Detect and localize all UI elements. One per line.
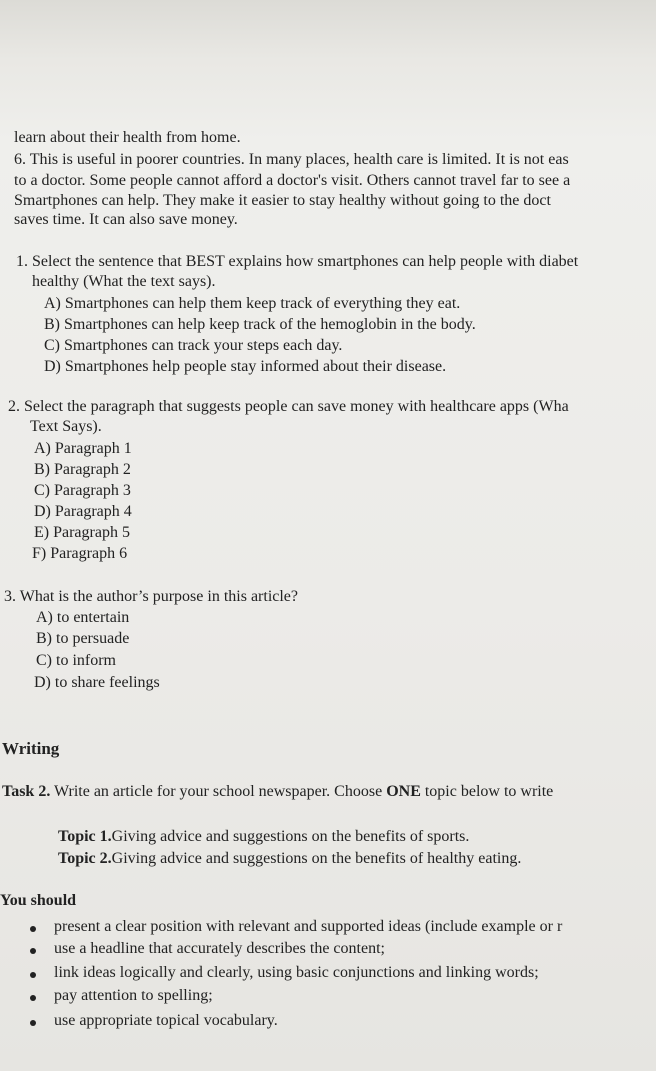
requirement-item: present a clear position with relevant and supported ideas (include example or r — [54, 918, 563, 935]
task-2-text: Write an article for your school newspaper. Choose — [50, 783, 387, 800]
question-3-option-a[interactable]: A) to entertain — [36, 609, 130, 626]
question-1-option-c[interactable]: C) Smartphones can track your steps each day. — [44, 337, 343, 354]
topic-2-text: Giving advice and suggestions on the benefits of healthy eating. — [111, 850, 522, 867]
requirement-item: use appropriate topical vocabulary. — [54, 1012, 278, 1029]
question-2-stem: 2. Select the paragraph that suggests people can save money with healthcare apps (Wha — [8, 398, 569, 415]
you-should-heading: You should — [0, 892, 77, 909]
topic-1 — [58, 828, 469, 846]
question-1-option-b[interactable]: B) Smartphones can help keep track of the hemoglobin in the body. — [44, 316, 476, 333]
topic-1-label: Topic 1. — [58, 828, 112, 845]
bullet-dot — [30, 926, 36, 932]
question-2-option-b[interactable]: B) Paragraph 2 — [34, 461, 131, 478]
task-2-label: Task 2. — [2, 783, 51, 800]
question-1-option-a[interactable]: A) Smartphones can help them keep track of everything they eat. — [44, 295, 461, 312]
requirement-item: pay attention to spelling; — [54, 987, 213, 1004]
topic-1-text: Giving advice and suggestions on the benefits of sports. — [111, 828, 470, 845]
question-3-option-c[interactable]: C) to inform — [36, 652, 116, 669]
passage-line: to a doctor. Some people cannot afford a doctor's visit. Others cannot travel far to see a — [14, 172, 571, 189]
topic-2 — [58, 850, 521, 868]
bullet-dot — [30, 1020, 36, 1026]
passage-line: saves time. It can also save money. — [14, 211, 238, 228]
requirement-item: link ideas logically and clearly, using basic conjunctions and linking words; — [54, 964, 539, 981]
task-2-emphasis: ONE — [386, 783, 421, 800]
question-2-option-c[interactable]: C) Paragraph 3 — [34, 482, 131, 499]
passage-line: 6. This is useful in poorer countries. In many places, health care is limited. It is not eas — [14, 151, 569, 168]
question-1-stem: 1. Select the sentence that BEST explains how smartphones can help people with diabet — [16, 253, 579, 270]
question-1-option-d[interactable]: D) Smartphones help people stay informed about their disease. — [44, 358, 447, 375]
question-2-option-f[interactable]: F) Paragraph 6 — [32, 545, 128, 562]
passage-line: learn about their health from home. — [14, 129, 241, 146]
question-2-option-e[interactable]: E) Paragraph 5 — [34, 524, 130, 541]
bullet-dot — [30, 948, 36, 954]
requirement-item: use a headline that accurately describes the content; — [54, 940, 385, 957]
task-2-instruction — [2, 783, 553, 801]
question-3-option-d[interactable]: D) to share feelings — [34, 674, 160, 691]
question-2-option-d[interactable]: D) Paragraph 4 — [34, 503, 132, 520]
passage-line: Smartphones can help. They make it easier to stay healthy without going to the doct — [14, 192, 551, 209]
writing-heading: Writing — [2, 739, 60, 758]
task-2-text-end: topic below to write — [420, 783, 554, 800]
bullet-dot — [30, 972, 36, 978]
question-2-stem-cont: Text Says). — [30, 418, 102, 435]
question-3-stem: 3. What is the author’s purpose in this article? — [4, 588, 299, 605]
topic-2-label: Topic 2. — [58, 850, 112, 867]
question-1-stem-cont: healthy (What the text says). — [32, 273, 216, 290]
question-2-option-a[interactable]: A) Paragraph 1 — [34, 440, 132, 457]
question-3-option-b[interactable]: B) to persuade — [36, 630, 130, 647]
bullet-dot — [30, 995, 36, 1001]
